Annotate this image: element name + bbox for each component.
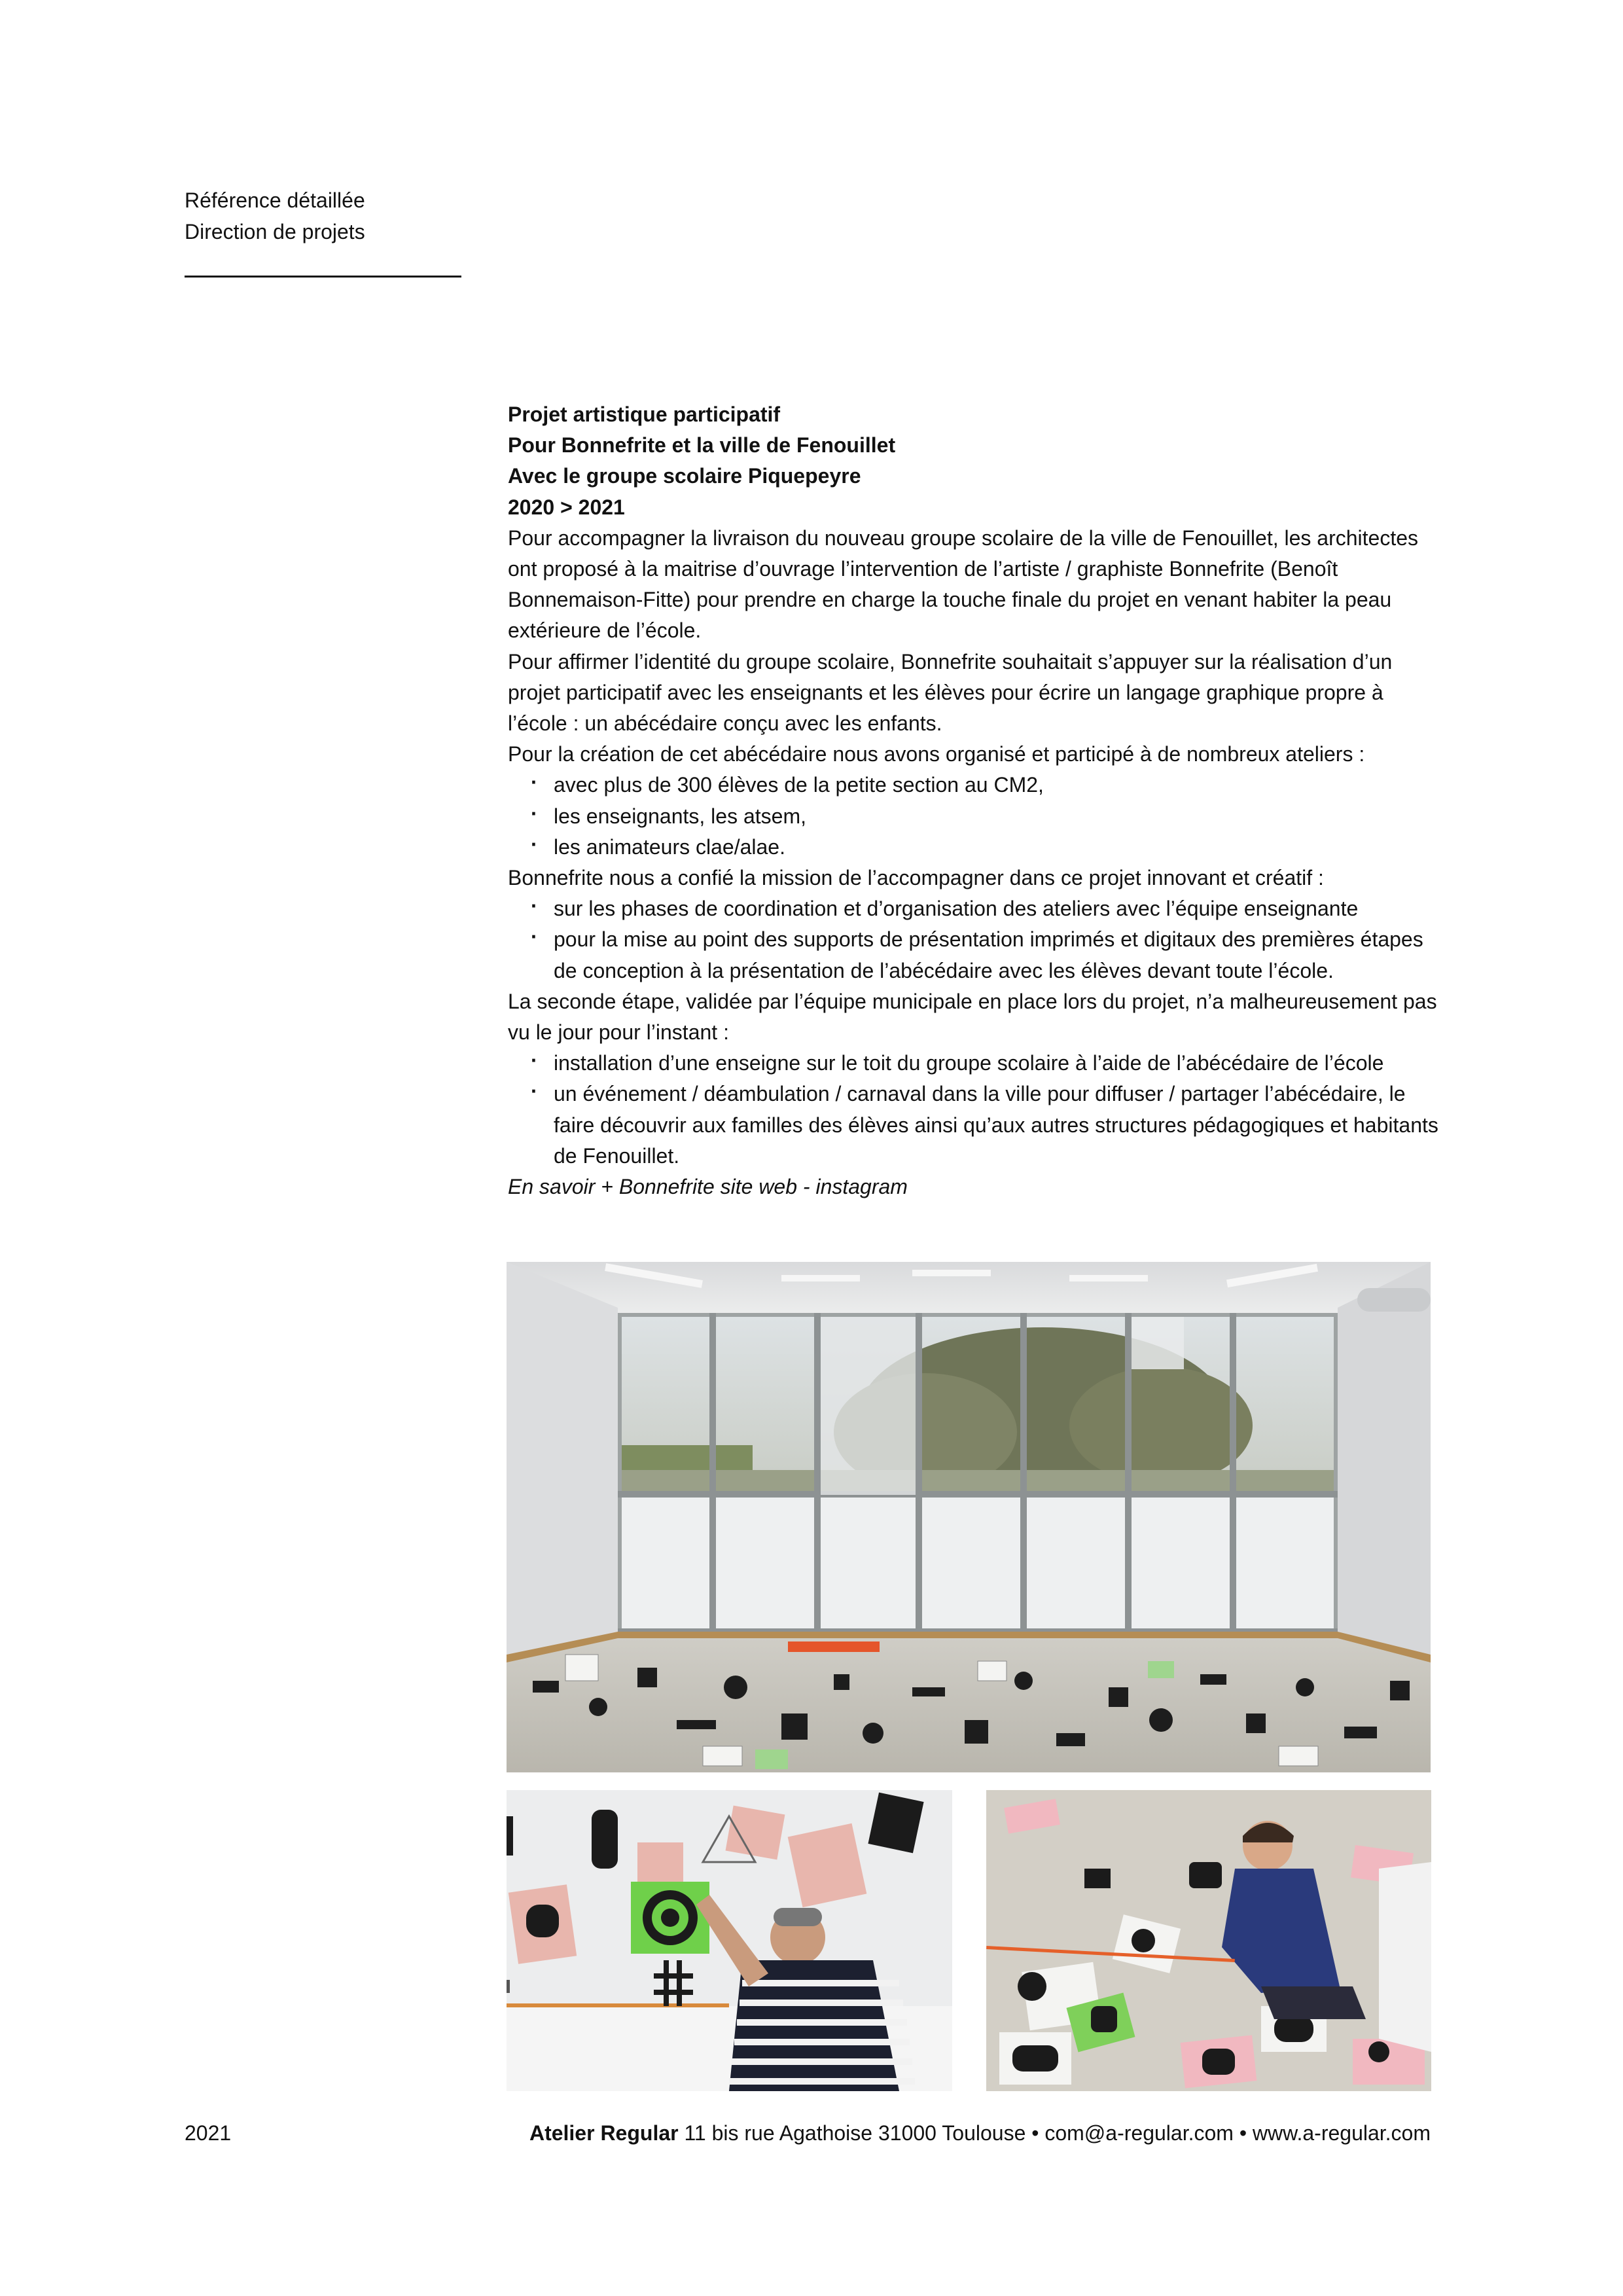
paragraph-identity: Pour affirmer l’identité du groupe scolaire, Bonnefrite souhaitait s’appuyer sur la réalisation d’un projet participatif avec les enseignants et les élèves pour écrire un langage graphique propre à l’école : un abécédaire conçu avec les enfants.	[508, 649, 1393, 736]
children-drawing-photo	[986, 1790, 1431, 2091]
document-header	[185, 185, 365, 247]
list-item: · sur les phases de coordination et d’organisation des ateliers avec l’équipe enseignante	[508, 893, 1444, 924]
list-item: · installation d’une enseigne sur le toit du groupe scolaire à l’aide de l’abécédaire de l’école	[508, 1048, 1444, 1079]
list-item: · les animateurs clae/alae.	[508, 832, 1444, 863]
classroom-workshop-photo	[507, 1262, 1431, 1772]
project-partner: Avec le groupe scolaire Piquepeyre	[508, 464, 861, 488]
second-step-list	[508, 1048, 1444, 1172]
project-title: Projet artistique participatif	[508, 403, 781, 426]
paragraph-mission: Bonnefrite nous a confié la mission de l’accompagner dans ce projet innovant et créatif :	[508, 866, 1324, 890]
header-direction: Direction de projets	[185, 220, 365, 243]
mission-list	[508, 893, 1444, 986]
paragraph-second-step: La seconde étape, validée par l’équipe municipale en place lors du projet, n’a malheureusement pas vu le jour pour l’instant :	[508, 989, 1437, 1045]
list-item: · les enseignants, les atsem,	[508, 801, 1444, 832]
footer-year: 2021	[185, 2121, 232, 2145]
list-item: · un événement / déambulation / carnaval dans la ville pour diffuser / partager l’abécédaire, le faire découvrir aux familles des élèves ainsi qu’aux autres structures pédagogiques et habitants de Fenouillet.	[508, 1079, 1444, 1172]
header-reference: Référence détaillée	[185, 188, 365, 212]
footer-contact	[508, 2117, 1431, 2149]
footer-company: Atelier Regular	[529, 2121, 679, 2145]
artist-wall-photo	[507, 1790, 952, 2091]
project-title-block	[508, 399, 1444, 523]
more-info-link[interactable]: En savoir + Bonnefrite site web - instagram	[508, 1175, 908, 1199]
paragraph-workshops: Pour la création de cet abécédaire nous avons organisé et participé à de nombreux ateliers :	[508, 742, 1365, 766]
header-divider	[185, 276, 461, 278]
project-description	[508, 399, 1444, 1202]
list-item: · pour la mise au point des supports de présentation imprimés et digitaux des premières étapes de conception à la présentation de l’abécédaire avec les élèves devant toute l’école.	[508, 924, 1444, 986]
paragraph-intro: Pour accompagner la livraison du nouveau groupe scolaire de la ville de Fenouillet, les architectes ont proposé à la maitrise d’ouvrage l’intervention de l’artiste / graphiste Bonnefrite (Benoît Bonnemaison-Fitte) pour prendre en charge la touche finale du projet en venant habiter la peau extérieure de l’école.	[508, 526, 1419, 643]
project-client: Pour Bonnefrite et la ville de Fenouillet	[508, 433, 896, 457]
list-item: · avec plus de 300 élèves de la petite section au CM2,	[508, 770, 1444, 800]
footer-address: 11 bis rue Agathoise 31000 Toulouse • com@a-regular.com • www.a-regular.com	[678, 2121, 1431, 2145]
project-dates: 2020 > 2021	[508, 495, 625, 519]
workshops-list	[508, 770, 1444, 863]
